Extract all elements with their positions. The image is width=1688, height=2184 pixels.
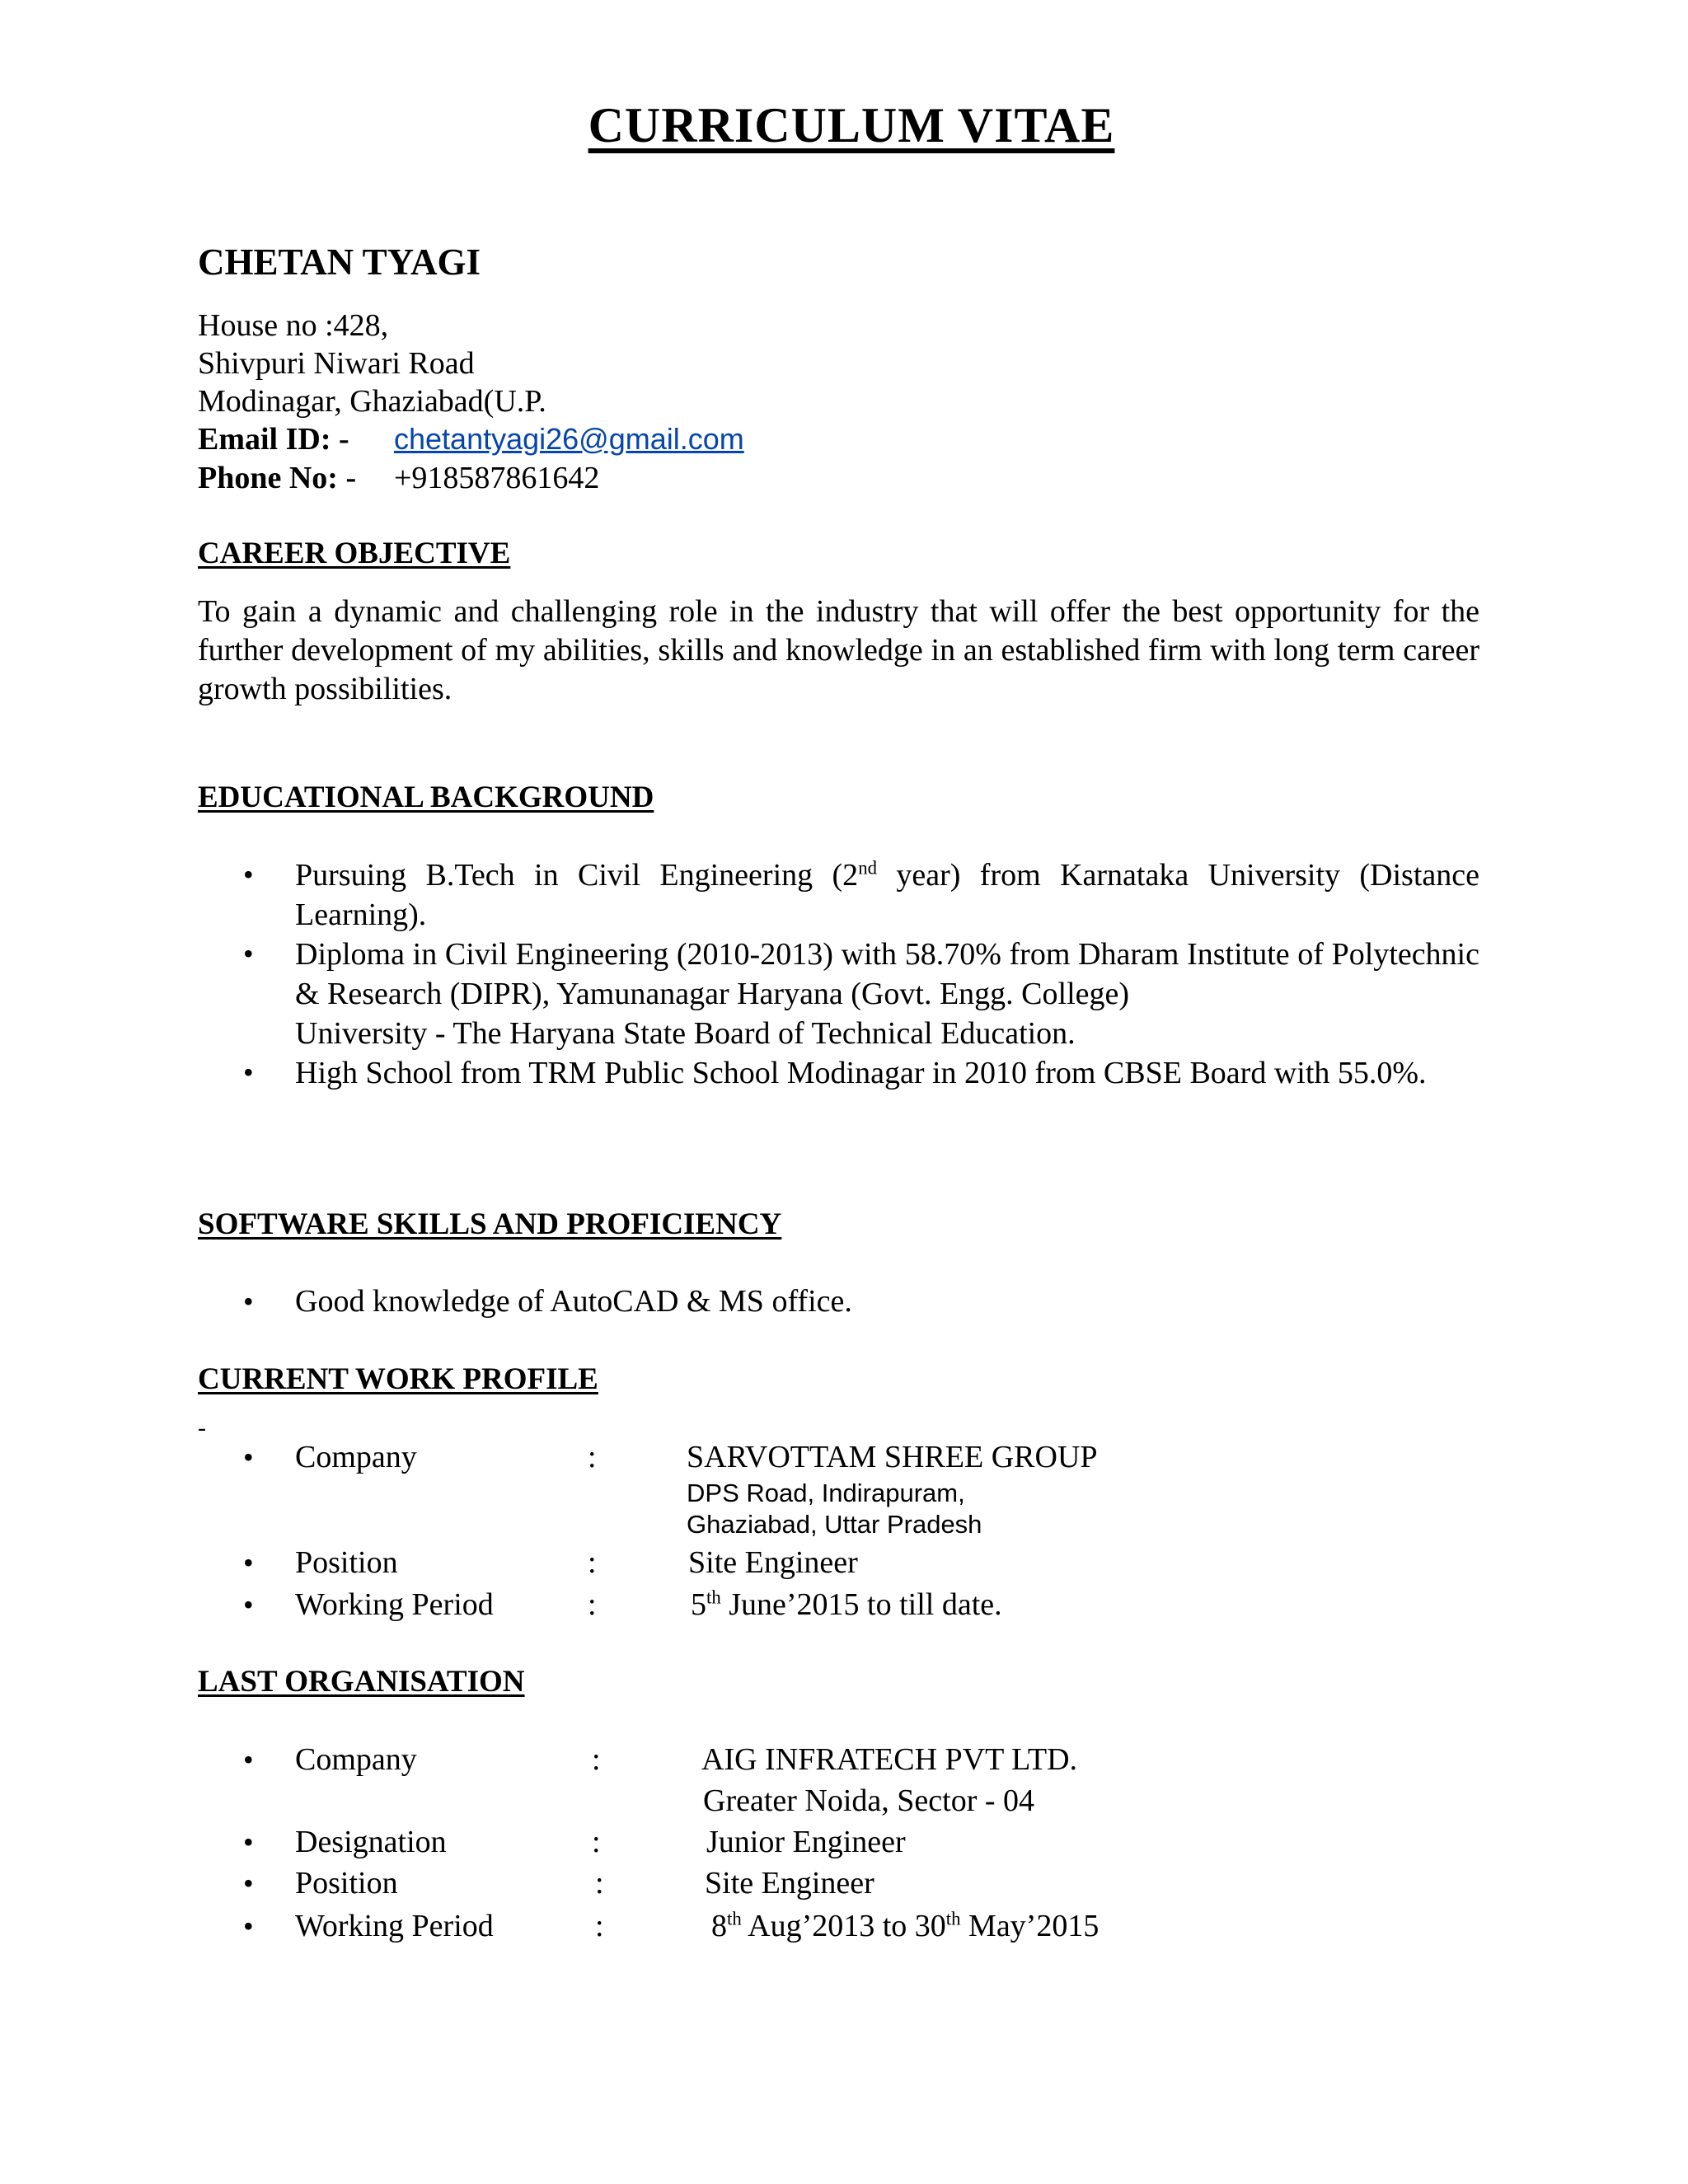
last-company-address: Greater Noida, Sector - 04 [703, 1783, 1035, 1818]
bullet-icon: • [243, 937, 254, 970]
current-period-label: Working Period [295, 1587, 494, 1622]
phone-number: +918587861642 [394, 461, 600, 495]
current-company-address-2: Ghaziabad, Uttar Pradesh [687, 1510, 982, 1539]
candidate-name: CHETAN TYAGI [198, 241, 481, 283]
last-period-value: 8th Aug’2013 to 30th May’2015 [711, 1908, 1100, 1943]
current-work-heading: CURRENT WORK PROFILE [198, 1362, 598, 1396]
last-company-name: AIG INFRATECH PVT LTD. [701, 1742, 1078, 1777]
career-objective-text: To gain a dynamic and challenging role in the industry that will offer the best opportunity for the further development of my abilities, skills and knowledge in an established firm with long term career growth possibilities. [198, 594, 1479, 706]
career-objective-heading: CAREER OBJECTIVE [198, 537, 511, 570]
colon: : [588, 1440, 597, 1474]
colon: : [592, 1742, 601, 1777]
bullet-icon: • [243, 1588, 254, 1621]
bullet-icon: • [243, 1910, 254, 1943]
bullet-icon: • [243, 1285, 254, 1318]
bullet-icon: • [243, 1825, 254, 1858]
colon: : [595, 1866, 604, 1900]
bullet-icon: • [243, 1743, 254, 1776]
current-company-label: Company [295, 1440, 417, 1474]
colon: : [588, 1545, 597, 1580]
software-item-1: Good knowledge of AutoCAD & MS office. [295, 1284, 852, 1319]
current-position-label: Position [295, 1545, 398, 1580]
dash-mark: - [198, 1414, 206, 1441]
colon: : [588, 1587, 597, 1622]
email-label: Email ID: - [198, 422, 349, 457]
current-position-value: Site Engineer [688, 1545, 858, 1580]
address-line-3: Modinagar, Ghaziabad(U.P. [198, 384, 546, 419]
last-position-label: Position [295, 1866, 398, 1900]
bullet-icon: • [243, 858, 254, 891]
last-position-value: Site Engineer [705, 1866, 874, 1900]
bullet-icon: • [243, 1441, 254, 1474]
last-designation-label: Designation [295, 1825, 447, 1859]
bullet-icon: • [243, 1867, 254, 1900]
bullet-icon: • [243, 1546, 254, 1579]
email-link[interactable] [394, 420, 744, 458]
colon: : [592, 1825, 601, 1859]
bullet-icon: • [243, 1056, 254, 1089]
last-period-label: Working Period [295, 1909, 494, 1943]
address-line-1: House no :428, [198, 308, 389, 343]
education-item-2: Diploma in Civil Engineering (2010-2013) with 58.70% from Dharam Institute of Polytechnic & Research (DIPR), Yamunanagar Haryana (Govt. Engg. College) University - The Haryana State Board of Technical Education. [295, 937, 1479, 1051]
education-item-1: Pursuing B.Tech in Civil Engineering (2nd year) from Karnataka University (Distance Learning). [295, 857, 1479, 932]
education-item-3: High School from TRM Public School Modinagar in 2010 from CBSE Board with 55.0%. [295, 1056, 1427, 1090]
software-heading: SOFTWARE SKILLS AND PROFICIENCY [198, 1207, 782, 1241]
current-period-value: 5th June’2015 to till date. [691, 1586, 1002, 1622]
education-heading: EDUCATIONAL BACKGROUND [198, 780, 654, 814]
phone-label: Phone No: - [198, 461, 357, 495]
document-title: CURRICULUM VITAE [588, 98, 1115, 152]
current-company-name: SARVOTTAM SHREE GROUP [687, 1440, 1098, 1474]
last-org-heading: LAST ORGANISATION [198, 1665, 525, 1699]
colon: : [595, 1909, 604, 1943]
last-designation-value: Junior Engineer [706, 1825, 906, 1859]
current-company-address-1: DPS Road, Indirapuram, [687, 1479, 965, 1507]
last-company-label: Company [295, 1742, 417, 1777]
address-line-2: Shivpuri Niwari Road [198, 346, 475, 381]
email-address[interactable]: chetantyagi26@gmail.com [394, 422, 744, 456]
